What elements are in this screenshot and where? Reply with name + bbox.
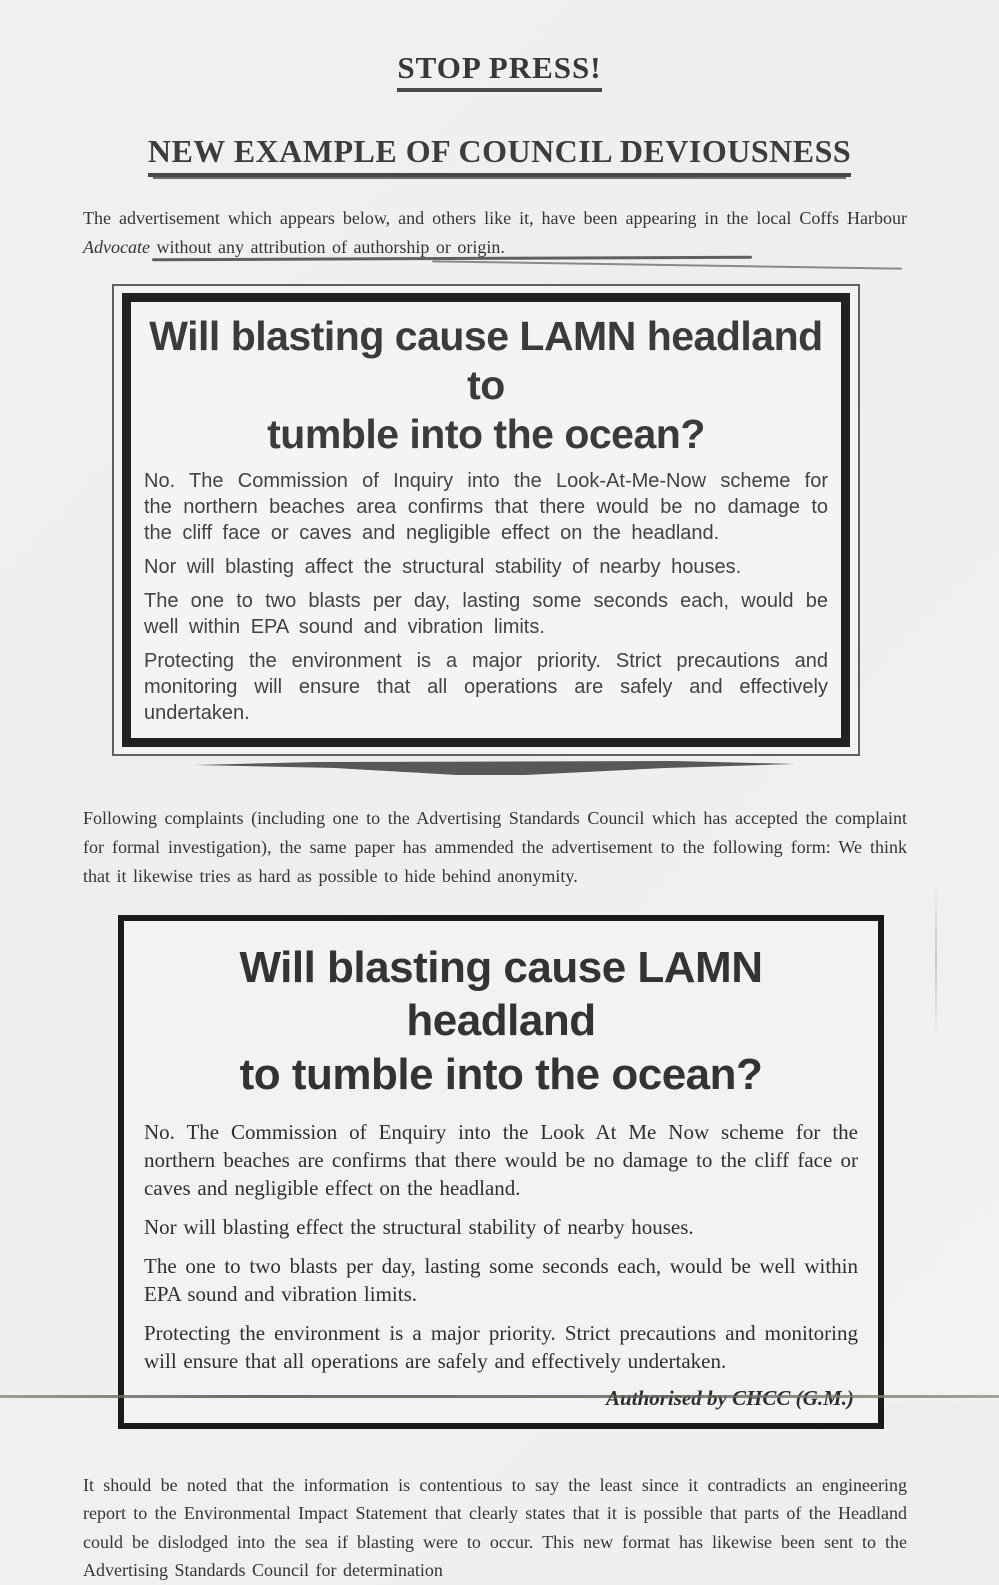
closing-paragraph: It should be noted that the information is contentious to say the least since it contradicts an engineering report to the Environmental Impact Statement that clearly states that it is possible that parts of the Headland could be dislodged into the sea if blasting were to occur. This new format has likewise been sent to the Advertising Standards Council for determination [83,1474,907,1581]
commentary-paragraph: Following complaints (including one to the Advertising Standards Council which has accepted the complaint for formal investigation), the same paper has ammended the advertisement to the following form: We think that it likewise tries as hard as possible to hide behind anonymity. [83,807,907,886]
ad2-headline [144,941,858,1102]
ad2-paragraph: No. The Commission of Enquiry into the Look At Me Now scheme for the northern beaches are confirms that there would be no damage to the cliff face or caves and negligible effect on the headland. [144,1119,858,1200]
ad1-headline [144,312,828,460]
scan-bottom-edge [0,1395,999,1398]
paper-crease [935,880,937,1040]
intro-paragraph [83,204,907,262]
ad2-paragraph: The one to two blasts per day, lasting some seconds each, would be well within EPA sound and vibration limits. [144,1253,858,1306]
intro-text-after: without any attribution of authorship or origin. [149,237,505,257]
clipping-curl-shadow [195,760,795,778]
ad2-paragraph: Nor will blasting effect the structural stability of nearby houses. [144,1214,694,1239]
ad1-headline-line1: Will blasting cause LAMN headland to [149,313,823,409]
newspaper-clipping-1-frame [122,293,850,747]
title-row [0,50,999,92]
subtitle-row [0,133,999,177]
intro-text-before: The advertisement which appears below, and others like it, have been appearing in the local Coffs Harbour [83,208,907,228]
ad1-paragraph: No. The Commission of Inquiry into the Look-At-Me-Now scheme for the northern beaches area confirms that there would be no damage to the cliff face or caves and negligible effect on the headland. [144,469,828,544]
ad2-body [144,1118,858,1375]
page-subtitle: NEW EXAMPLE OF COUNCIL DEVIOUSNESS [148,133,851,177]
newspaper-clipping-1 [112,284,860,756]
newspaper-clipping-2 [118,915,884,1429]
ad2-paragraph: Protecting the environment is a major priority. Strict precautions and monitoring will ensure that all operations are safely and effectively undertaken. [144,1320,858,1373]
publication-name: Advocate [83,237,150,257]
ad2-headline-line2: to tumble into the ocean? [239,1049,763,1099]
page-title: STOP PRESS! [397,50,601,92]
ad2-attribution [144,1386,854,1411]
ad1-body [144,468,828,726]
ad1-headline-line2: tumble into the ocean? [267,411,705,458]
ad2-headline-line1: Will blasting cause LAMN headland [239,942,763,1046]
ad1-paragraph: Protecting the environment is a major priority. Strict precautions and monitoring will ensure that all operations are safely and effectively undertaken. [144,649,828,724]
ad1-paragraph: Nor will blasting affect the structural stability of nearby houses. [144,555,742,578]
ad1-paragraph: The one to two blasts per day, lasting some seconds each, would be well within EPA sound and vibration limits. [144,589,828,638]
